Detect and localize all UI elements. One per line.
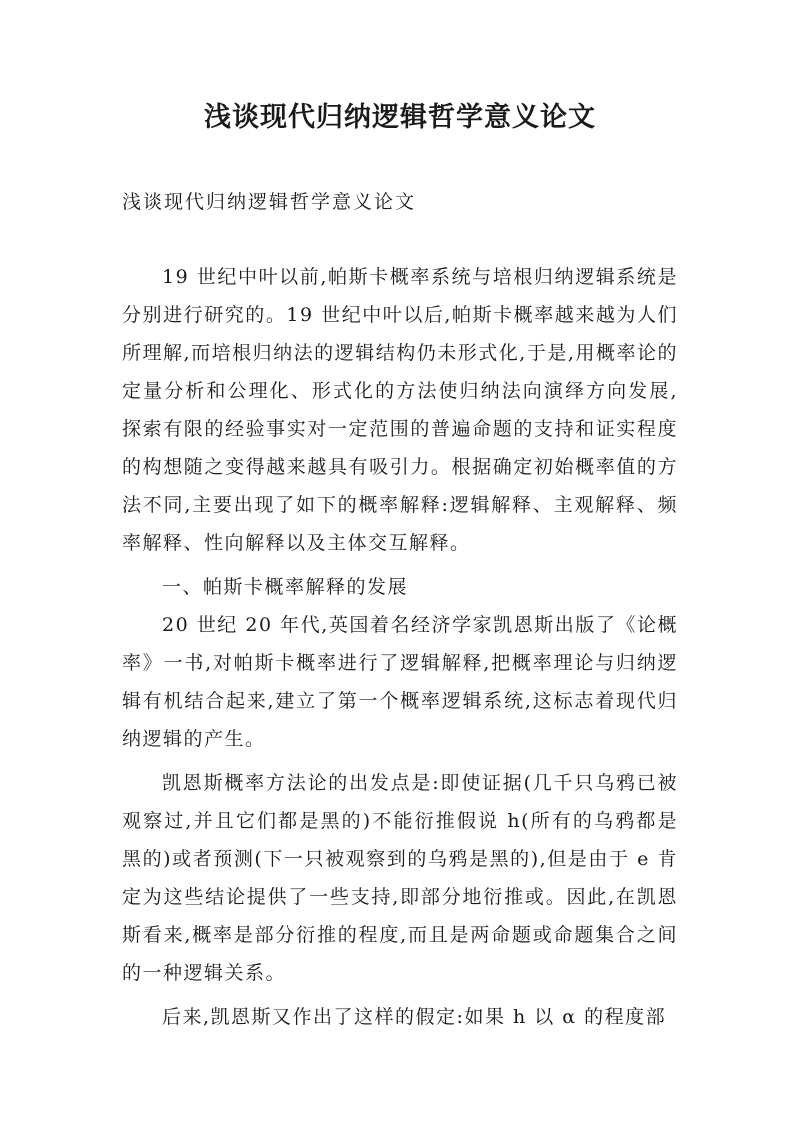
paragraph-keynes-method: 凯恩斯概率方法论的出发点是:即使证据(几千只乌鸦已被观察过,并且它们都是黑的)不能衍推假说 h(所有的乌鸦都是黑的)或者预测(下一只被观察到的乌鸦是黑的),但是由于 e 肯定为这些结论提供了一些支持,即部分地衍推或。因此,在凯恩斯看来,概率是部分衍推的程度,而且是两命题或命题集合之间的一种逻辑关系。 — [122, 772, 678, 984]
document-body — [122, 258, 678, 1042]
section-heading: 一、帕斯卡概率解释的发展 — [162, 576, 409, 598]
document-title: 浅谈现代归纳逻辑哲学意义论文 — [204, 102, 596, 133]
paragraph-intro: 19 世纪中叶以前,帕斯卡概率系统与培根归纳逻辑系统是分别进行研究的。19 世纪中叶以后,帕斯卡概率越来越为人们所理解,而培根归纳法的逻辑结构仍未形式化,于是,用概率论的定量分析和公理化、形式化的方法使归纳法向演绎方向发展,探索有限的经验事实对一定范围的普遍命题的支持和证实程度的构想随之变得越来越具有吸引力。根据确定初始概率值的方法不同,主要出现了如下的概率解释:逻辑解释、主观解释、频率解释、性向解释以及主体交互解释。 — [122, 266, 678, 554]
document-subtitle: 浅谈现代归纳逻辑哲学意义论文 — [122, 191, 417, 213]
paragraph-keynes-assumption: 后来,凯恩斯又作出了这样的假定:如果 h 以 α 的程度部 — [162, 1006, 667, 1028]
paragraph-keynes-book: 20 世纪 20 年代,英国着名经济学家凯恩斯出版了《论概率》一书,对帕斯卡概率进行了逻辑解释,把概率理论与归纳逻辑有机结合起来,建立了第一个概率逻辑系统,这标志着现代归纳逻辑的产生。 — [122, 614, 678, 750]
